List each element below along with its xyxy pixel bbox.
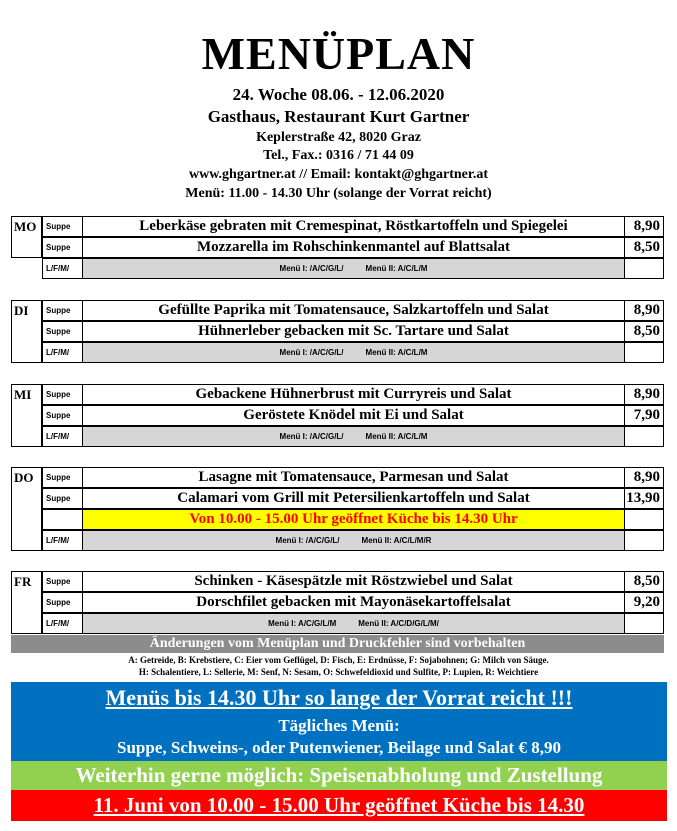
dish-name: Geröstete Knödel mit Ei und Salat xyxy=(82,405,625,426)
dish-price: 8,90 xyxy=(624,216,664,237)
dish-price: 8,50 xyxy=(624,237,664,258)
day-label: MI xyxy=(11,384,42,405)
restaurant-name: Gasthaus, Restaurant Kurt Gartner xyxy=(207,107,470,126)
soup-tag: Suppe xyxy=(42,300,83,321)
soup-tag: Suppe xyxy=(42,216,83,237)
dish-name: Leberkäse gebraten mit Cremespinat, Röstkartoffeln und Spiegelei xyxy=(82,216,625,237)
soup-tag: Suppe xyxy=(42,384,83,405)
dish-price: 7,90 xyxy=(624,405,664,426)
daily-menu-heading: Tägliches Menü: xyxy=(278,716,400,735)
notice-row xyxy=(42,509,664,530)
allergen-info: Menü I: /A/C/G/L/ Menü II: A/C/L/M xyxy=(82,426,625,447)
web-email: www.ghgartner.at // Email: kontakt@ghgartner.at xyxy=(189,167,488,182)
menu-row xyxy=(42,216,664,237)
allergen-info: Menü I: /A/C/G/L/ Menü II: A/C/L/M/R xyxy=(82,530,625,551)
menu-row xyxy=(42,467,664,488)
allergen-row xyxy=(42,258,664,279)
kitchen-notice: Von 10.00 - 15.00 Uhr geöffnet Küche bis 14.30 Uhr xyxy=(82,509,625,530)
allergen-legend-line-1: A: Getreide, B: Krebstiere, C: Eier vom Geflügel, D: Fisch, E: Erdnüsse, F: Sojabohnen; G: Milch von Säuge. xyxy=(128,655,549,665)
takeaway-delivery-banner: Weiterhin gerne möglich: Speisenabholung und Zustellung xyxy=(11,761,667,790)
dish-name: Dorschfilet gebacken mit Mayonäsekartoffelsalat xyxy=(82,592,625,613)
allergen-tag: L/F/M/ xyxy=(42,426,83,447)
dish-name: Lasagne mit Tomatensauce, Parmesan und Salat xyxy=(82,467,625,488)
dish-price: 8,90 xyxy=(624,384,664,405)
menu-row xyxy=(42,321,664,342)
dish-name: Mozzarella im Rohschinkenmantel auf Blattsalat xyxy=(82,237,625,258)
dish-price: 9,20 xyxy=(624,592,664,613)
allergen-tag: L/F/M/ xyxy=(42,258,83,279)
menu-row xyxy=(42,300,664,321)
dish-price: 8,90 xyxy=(624,467,664,488)
allergen-info: Menü I: /A/C/G/L/ Menü II: A/C/L/M xyxy=(82,258,625,279)
dish-price: 8,50 xyxy=(624,321,664,342)
changes-disclaimer: Änderungen vom Menüplan und Druckfehler sind vorbehalten xyxy=(11,635,664,653)
dish-price: 13,90 xyxy=(624,488,664,509)
menu-row xyxy=(42,592,664,613)
address: Keplerstraße 42, 8020 Graz xyxy=(256,130,421,145)
soup-tag: Suppe xyxy=(42,592,83,613)
allergen-info: Menü I: /A/C/G/L/ Menü II: A/C/L/M xyxy=(82,342,625,363)
allergen-tag: L/F/M/ xyxy=(42,530,83,551)
soup-tag: Suppe xyxy=(42,467,83,488)
menu-row xyxy=(42,237,664,258)
dish-price: 8,50 xyxy=(624,571,664,592)
soup-tag: Suppe xyxy=(42,571,83,592)
week-range: 24. Woche 08.06. - 12.06.2020 xyxy=(232,85,445,104)
opening-hours: Menü: 11.00 - 14.30 Uhr (solange der Vorrat reicht) xyxy=(185,186,492,201)
daily-menu-details: Suppe, Schweins-, oder Putenwiener, Beilage und Salat € 8,90 xyxy=(117,738,561,757)
menu-row xyxy=(42,384,664,405)
day-label: DI xyxy=(11,300,42,321)
holiday-hours-banner: 11. Juni von 10.00 - 15.00 Uhr geöffnet Küche bis 14.30 xyxy=(11,790,667,821)
allergen-row xyxy=(42,342,664,363)
allergen-row xyxy=(42,613,664,634)
soup-tag: Suppe xyxy=(42,237,83,258)
dish-name: Gefüllte Paprika mit Tomatensauce, Salzkartoffeln und Salat xyxy=(82,300,625,321)
soup-tag: Suppe xyxy=(42,488,83,509)
soup-tag: Suppe xyxy=(42,405,83,426)
menu-availability-banner: Menüs bis 14.30 Uhr so lange der Vorrat reicht !!! xyxy=(11,682,667,713)
menu-row xyxy=(42,488,664,509)
allergen-legend-line-2: H: Schalentiere, L: Sellerie, M: Senf, N: Sesam, O: Schwefeldioxid und Sulfite, P: Lupien, R: Weichtiere xyxy=(138,667,539,677)
soup-tag: Suppe xyxy=(42,321,83,342)
allergen-info: Menü I: A/C/G/L/M Menü II: A/C/D/G/L/M/ xyxy=(82,613,625,634)
dish-name: Gebackene Hühnerbrust mit Curryreis und Salat xyxy=(82,384,625,405)
menu-row xyxy=(42,405,664,426)
phone: Tel., Fax.: 0316 / 71 44 09 xyxy=(263,148,414,163)
day-label: FR xyxy=(11,571,42,592)
day-label: MO xyxy=(11,216,42,237)
allergen-tag: L/F/M/ xyxy=(42,613,83,634)
allergen-tag: L/F/M/ xyxy=(42,342,83,363)
allergen-row xyxy=(42,530,664,551)
dish-name: Hühnerleber gebacken mit Sc. Tartare und Salat xyxy=(82,321,625,342)
dish-price: 8,90 xyxy=(624,300,664,321)
dish-name: Schinken - Käsespätzle mit Röstzwiebel und Salat xyxy=(82,571,625,592)
menu-row xyxy=(42,571,664,592)
dish-name: Calamari vom Grill mit Petersilienkartoffeln und Salat xyxy=(82,488,625,509)
daily-menu-banner xyxy=(11,713,667,761)
page-title: MENÜPLAN xyxy=(201,28,476,79)
day-label: DO xyxy=(11,467,42,488)
allergen-row xyxy=(42,426,664,447)
